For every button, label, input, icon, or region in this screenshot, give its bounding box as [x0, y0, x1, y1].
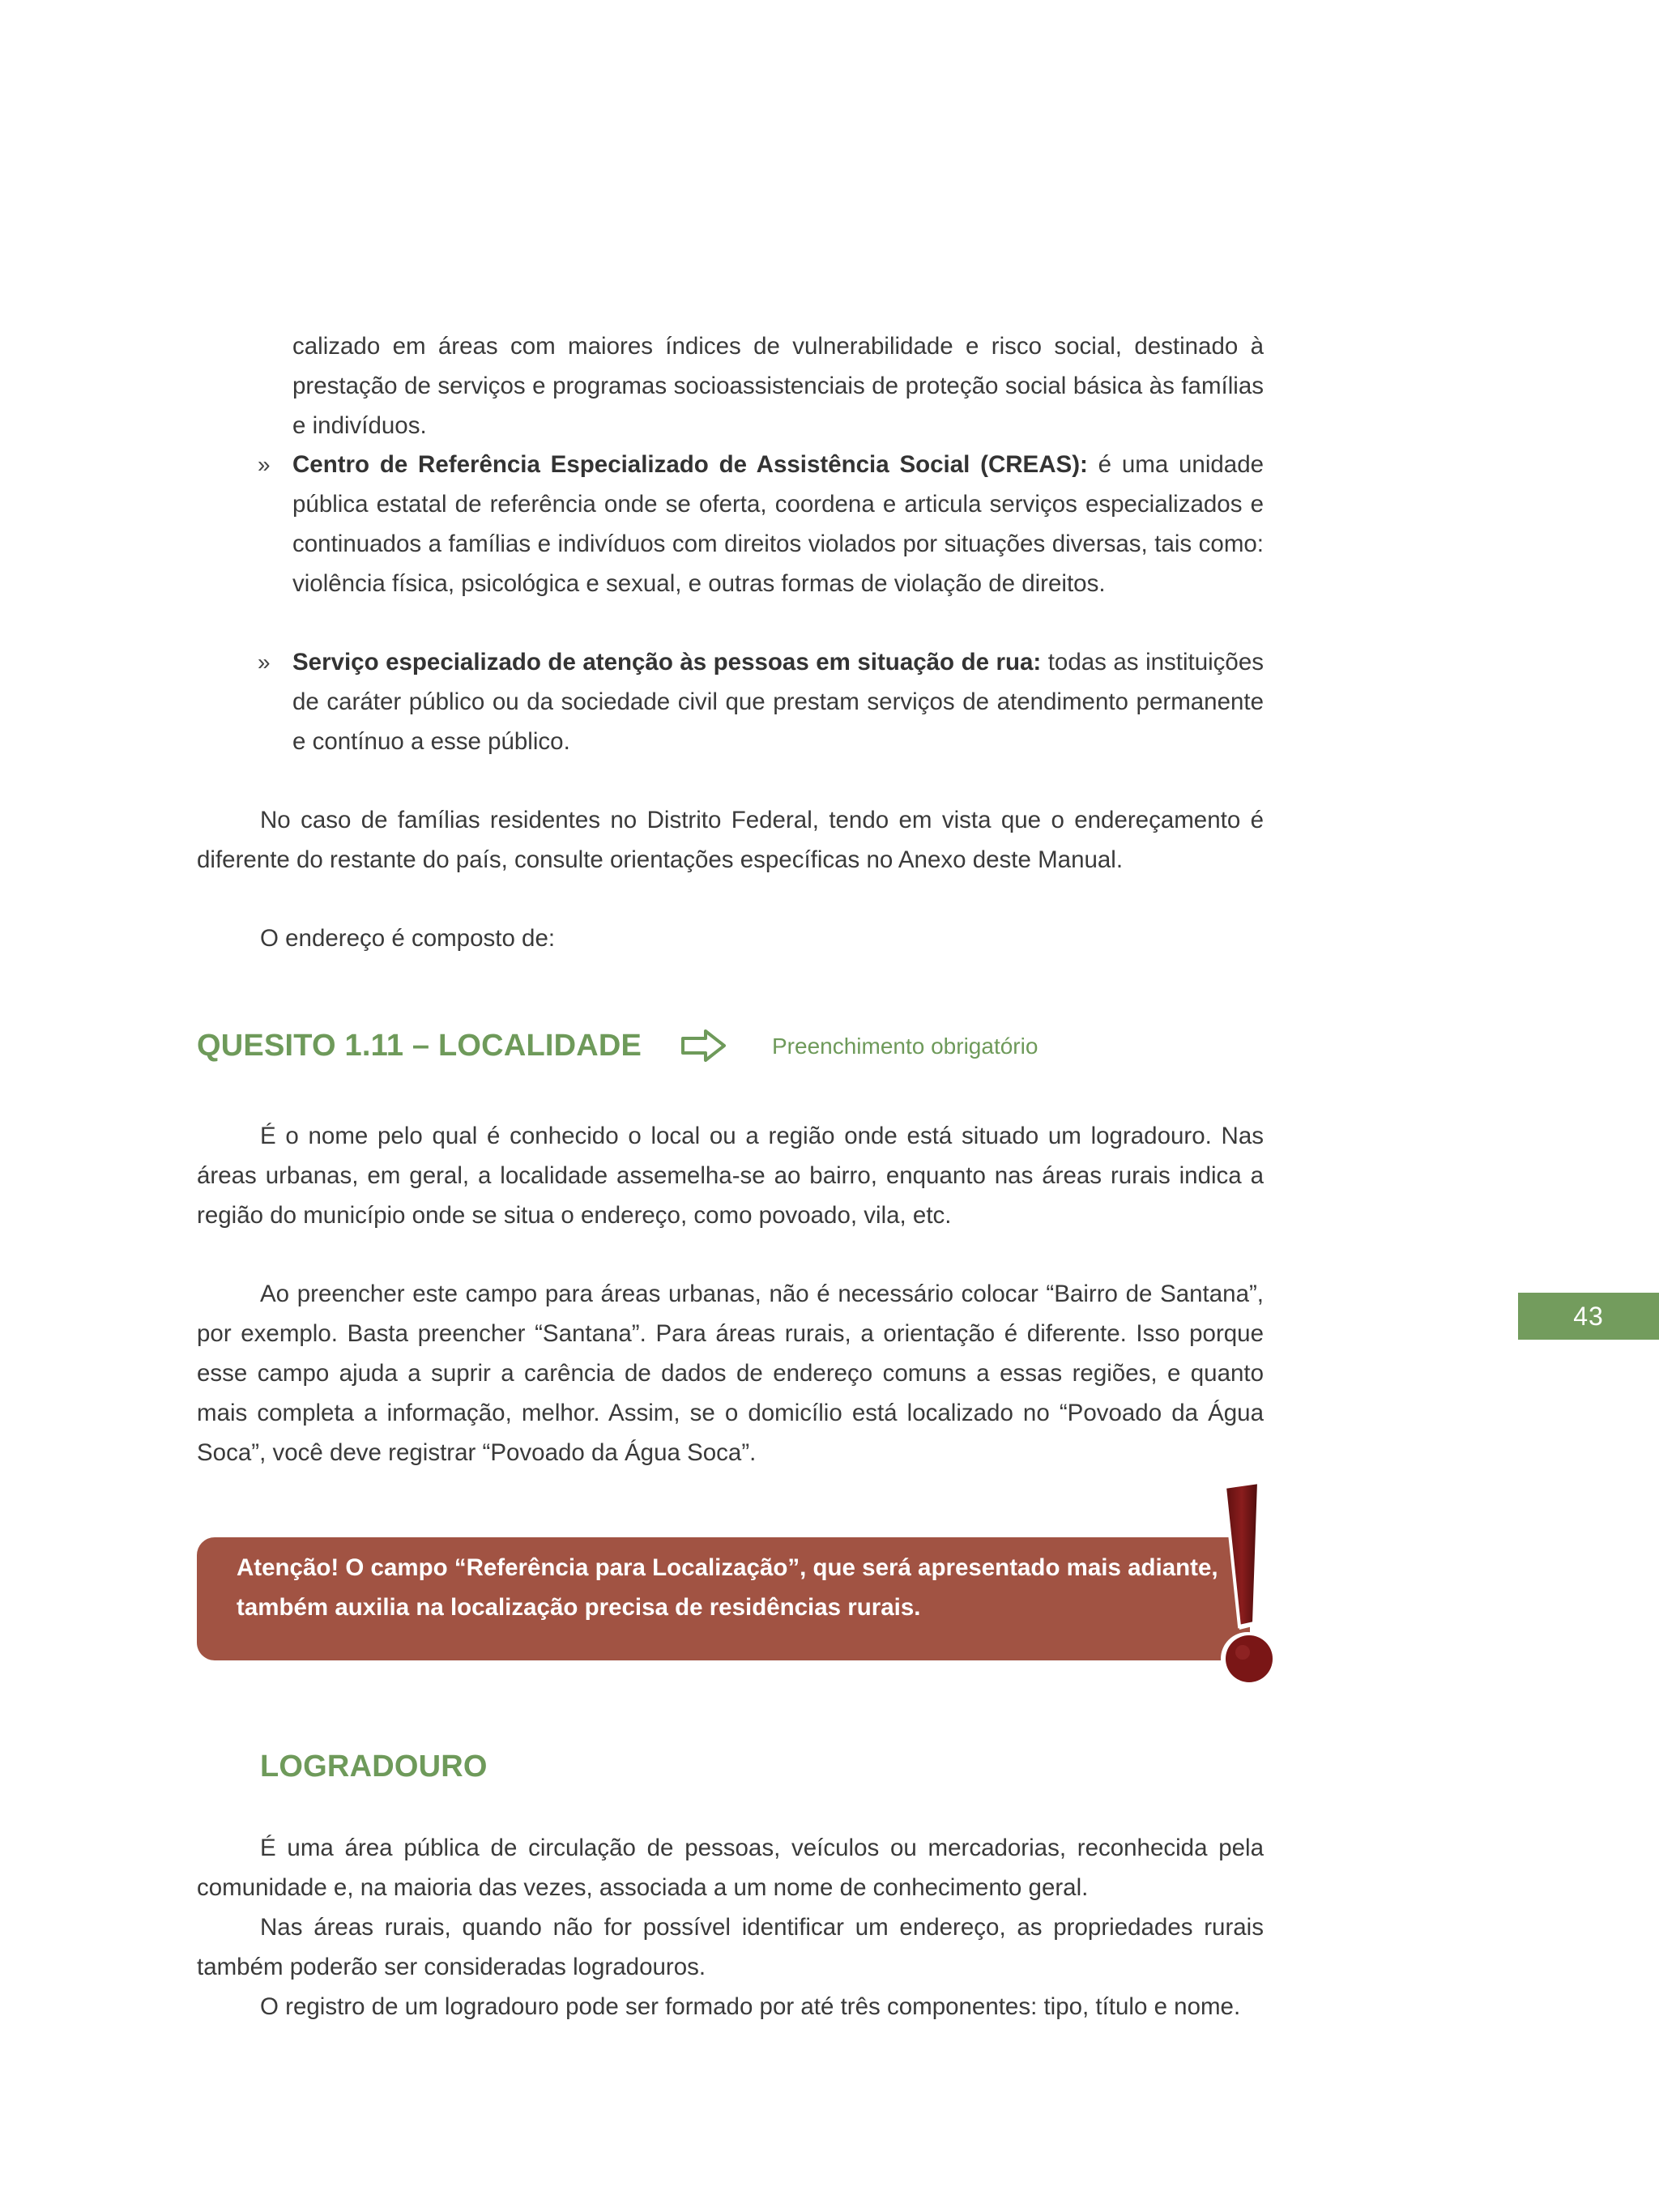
attention-callout-text: Atenção! O campo “Referência para Localização”, que será apresentado mais adiante, também auxilia na localização precisa de residências rurais. [237, 1554, 1218, 1621]
exclamation-icon [1207, 1481, 1288, 1688]
logradouro-paragraph-1: É uma área pública de circulação de pessoas, veículos ou mercadorias, reconhecida pela comunidade e, na maioria das vezes, associada a um nome de conhecimento geral. [197, 1835, 1264, 1901]
section-heading-localidade: QUESITO 1.11 – LOCALIDADE [197, 1029, 642, 1063]
arrow-right-icon [680, 1028, 727, 1063]
bullet-creas-term: Centro de Referência Especializado de Assistência Social (CREAS): [292, 451, 1088, 478]
localidade-paragraph-1: É o nome pelo qual é conhecido o local ou a região onde está situado um logradouro. Nas áreas urbanas, em geral, a localidade assemelha-se ao bairro, enquanto nas áreas rurais indica a região do município onde se situa o endereço, como povoado, vila, etc. [197, 1123, 1264, 1229]
localidade-paragraph-2: Ao preencher este campo para áreas urbanas, não é necessário colocar “Bairro de Santana”, por exemplo. Basta preencher “Santana”. Para áreas rurais, a orientação é diferente. Isso porque esse campo ajuda a suprir a carência de dados de endereço comuns a essas regiões, e quanto mais completa a informação, melhor. Assim, se o domicílio está localizado no “Povoado da Água Soca”, você deve registrar “Povoado da Água Soca”. [197, 1281, 1264, 1466]
attention-callout [197, 1537, 1250, 1660]
bullet-creas [292, 445, 1264, 603]
bullet-street-service-text: todas as instituições de caráter público ou da sociedade civil que prestam serviços de atendimento permanente e contínuo a esse público. [292, 649, 1264, 755]
page-number-tab: 43 [1518, 1293, 1659, 1340]
intro-continuation-paragraph: calizado em áreas com maiores índices de vulnerabilidade e risco social, destinado à prestação de serviços e programas socioassistenciais de proteção social básica às famílias e indivíduos. [292, 333, 1264, 439]
required-fill-note: Preenchimento obrigatório [772, 1034, 1038, 1059]
bullet-creas-text: é uma unidade pública estatal de referência onde se oferta, coordena e articula serviços especializados e continuados a famílias e indivíduos com direitos violados por situações diversas, tais como: violência física, psicológica e sexual, e outras formas de violação de direitos. [292, 451, 1265, 597]
distrito-federal-paragraph: No caso de famílias residentes no Distrito Federal, tendo em vista que o endereçamento é diferente do restante do país, consulte orientações específicas no Anexo deste Manual. [197, 807, 1264, 873]
address-composed-of: O endereço é composto de: [260, 925, 556, 952]
logradouro-paragraph-2: Nas áreas rurais, quando não for possível identificar um endereço, as propriedades rurais também poderão ser consideradas logradouros. [197, 1914, 1264, 1980]
bullet-street-service [292, 642, 1264, 761]
bullet-street-service-term: Serviço especializado de atenção às pessoas em situação de rua: [292, 649, 1042, 676]
logradouro-paragraph-3: O registro de um logradouro pode ser formado por até três componentes: tipo, título e nome. [260, 1993, 1241, 2020]
section-heading-logradouro: LOGRADOURO [260, 1750, 488, 1784]
bullet-marker: » [258, 650, 271, 675]
bullet-marker: » [258, 452, 271, 477]
